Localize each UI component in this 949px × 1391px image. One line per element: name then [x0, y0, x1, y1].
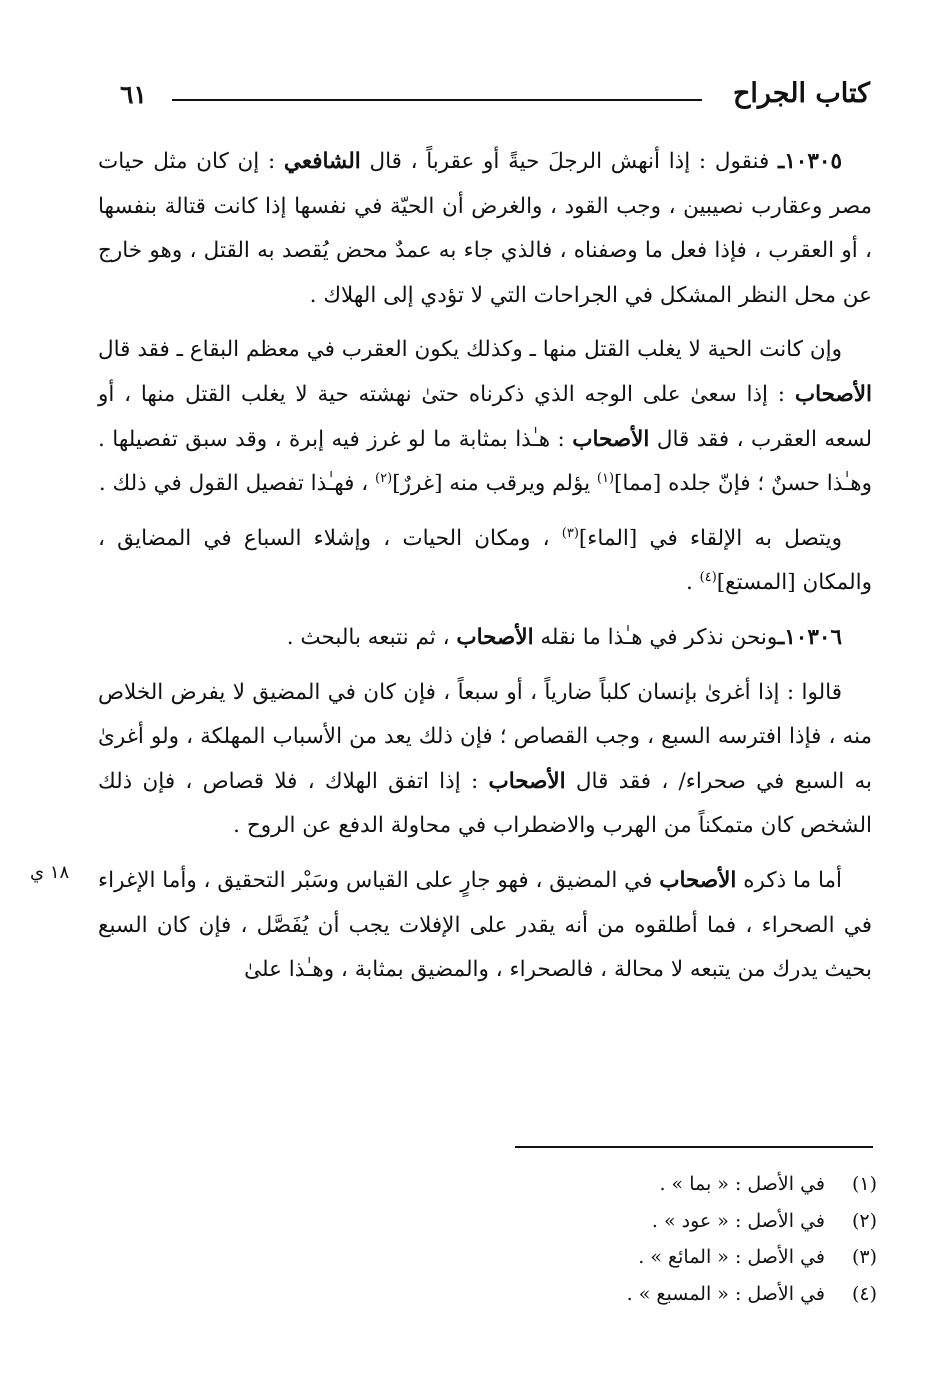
paragraph-10305 — [98, 140, 872, 318]
bold-term: الأصحاب — [794, 381, 872, 407]
text-run: ويتصل به الإلقاء في [الماء] — [578, 525, 842, 551]
page-number: ٦١ — [120, 80, 147, 109]
text-run: : إن كان مثل حيات مصر وعقارب نصيبين ، وجب القود ، والغرض أن الحيّة في نفسها إذا كانت قتالة بنفسها ، أو العقرب ، فإذا فعل ما وصفناه ، فالذي جاء به عمدٌ محض يُقصد به القتل ، وهو خارج عن محل النظر المشكل في الجراحات التي لا تؤدي إلى الهلاك . — [98, 149, 872, 308]
paragraph-6 — [98, 859, 872, 993]
footnote-separator — [515, 1146, 873, 1148]
text-run: ونحن نذكر في هـٰذا ما نقله — [533, 624, 778, 650]
footnotes — [477, 1166, 877, 1312]
bold-term: الأصحاب — [488, 768, 566, 794]
text-run: فنقول : إذا أنهش الرجلَ حيةً أو عقرباً ، قال — [360, 149, 778, 174]
footnote-number: (١) — [851, 1173, 877, 1195]
footnote-text: في الأصل : « عود » . — [651, 1209, 825, 1232]
paragraph-2 — [98, 328, 872, 506]
bold-term: الأصحاب — [659, 867, 737, 893]
footnote-1 — [477, 1166, 877, 1203]
bold-term: الشافعي — [283, 149, 361, 174]
main-text — [98, 140, 872, 1003]
text-run: ، فهـٰذا تفصيل القول في ذلك . — [98, 471, 376, 497]
text-run: : إذا اتفق الهلاك ، فلا قصاص ، فإن ذلك الشخص كان متمكناً من الهرب والاضطراب في محاولة الدفع عن الروح . — [98, 768, 872, 839]
paragraph-number: ١٠٣٠٥ـ — [777, 149, 842, 174]
text-run: : هـٰذا بمثابة ما لو غرز فيه إبرة ، وقد سبق تفصيلها . وهـٰذا حسنٌ ؛ فإنّ جلده [مما] — [98, 426, 872, 497]
paragraph-3 — [98, 517, 872, 606]
footnote-text: في الأصل : « المائع » . — [638, 1246, 825, 1268]
text-run: : إذا سعىٰ على الوجه الذي ذكرناه حتىٰ نهشته حية لا يغلب القتل منها ، أو لسعه العقرب ، فقد قال — [98, 381, 872, 452]
paragraph-5 — [98, 671, 872, 849]
manuscript-folio-note: ١٨ ي — [30, 862, 70, 883]
bold-term: الأصحاب — [456, 624, 534, 650]
footnote-text: في الأصل : « المسبع » . — [626, 1282, 825, 1305]
text-run: في المضيق ، فهو جارٍ على القياس وسَبْر التحقيق ، وأما الإغراء في الصحراء ، فما أطلقوه من أنه يقدر على الإفلات يجب أن يُفَصَّل ، فإن كان السبع بحيث يدرك من يتبعه لا محالة ، فالصحراء ، والمضيق بمثابة ، وهـٰذا علىٰ — [98, 867, 872, 983]
footnote-3 — [477, 1239, 877, 1276]
footnote-number: (٢) — [851, 1209, 877, 1232]
chapter-title: كتاب الجراح — [732, 78, 870, 109]
text-run: يؤلم ويرقب منه [غررٌ] — [392, 471, 597, 497]
footnote-number: (٤) — [851, 1282, 877, 1305]
paragraph-number: ١٠٣٠٦ـ — [777, 624, 842, 650]
text-run: ، ثم نتبعه بالبحث . — [286, 624, 457, 650]
footnote-ref-2[interactable]: (٢) — [375, 471, 393, 486]
text-run: ، ومكان الحيات ، وإشلاء السباع في المضايق ، والمكان [المستع] — [98, 525, 872, 596]
footnote-ref-3[interactable]: (٣) — [561, 525, 579, 541]
paragraph-10306 — [98, 616, 872, 661]
text-run: أما ما ذكره — [736, 867, 842, 893]
footnote-4 — [477, 1276, 877, 1313]
footnote-number: (٣) — [851, 1246, 877, 1268]
footnote-ref-1[interactable]: (١) — [596, 471, 615, 486]
header-rule — [172, 99, 702, 101]
text-run: قالوا : إذا أغرىٰ بإنسان كلباً ضارياً ، أو سبعاً ، فإن كان في المضيق لا يفرض الخلاص منه ، فإذا افترسه السبع ، وجب القصاص ؛ فإن ذلك يعد من الأسباب المهلكة ، ولو أغرىٰ به السبع في صحراء/ ، فقد قال — [98, 679, 872, 794]
bold-term: الأصحاب — [572, 426, 650, 452]
text-run: وإن كانت الحية لا يغلب القتل منها ـ وكذلك يكون العقرب في معظم البقاع ـ فقد قال — [98, 337, 842, 363]
page-header — [110, 78, 870, 118]
footnote-2 — [477, 1203, 877, 1240]
footnote-text: في الأصل : « بما » . — [659, 1173, 825, 1195]
footnote-ref-4[interactable]: (٤) — [699, 570, 717, 586]
text-run: . — [685, 570, 700, 596]
